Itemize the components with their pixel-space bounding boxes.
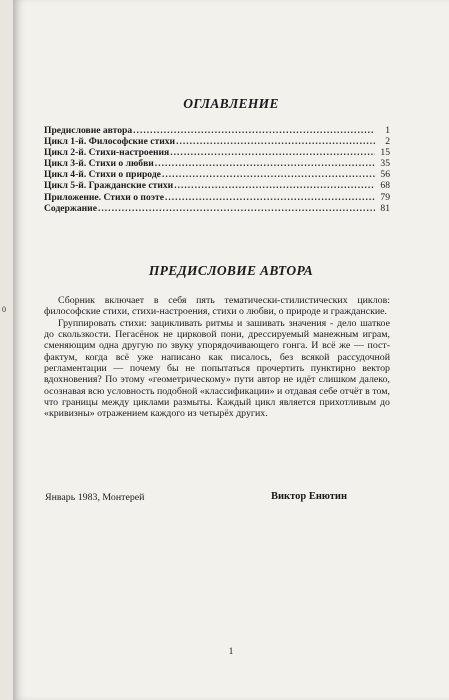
toc-entry-page: 15: [380, 147, 390, 159]
left-page-edge: [0, 0, 14, 700]
toc-entry: [44, 203, 390, 214]
book-page: [13, 0, 449, 700]
toc-entry-title: Содержание: [44, 202, 97, 214]
toc-entry: [44, 180, 390, 191]
toc-leader-dots: [176, 136, 375, 147]
toc-entry-title: Цикл 1-й. Философские стихи: [44, 136, 176, 148]
toc-entry-page: 79: [380, 191, 390, 203]
toc-entry: [44, 158, 390, 169]
toc-entry-page: 56: [380, 169, 390, 181]
toc-heading: ОГЛАВЛЕНИЕ: [183, 96, 279, 111]
toc-entry: [44, 169, 390, 180]
toc-leader-dots: [133, 125, 375, 136]
preface-paragraph: Группировать стихи: зацикливать ритмы и зашивать значения - дело шаткое до скользкости. Пегасёнок не цирковой пони, дрессируемый манежным играм, сменяющим одна другую по звуку упорядочивающего гонга. И всё же — пост-фактум, когда всё уже написано как писалось, без всякой рассудочной регламентации — почему бы не попытаться прочертить пунктирно вектор вдохновения? По этому «геометрическому» пути автор не идёт слишком далеко, осознавая всю условность подобной «классификации» и отдавая себе отчёт в том, что границы между циклами размыты. Каждый цикл является прихотливым до «кривизны» отражением каждого из четырёх других.: [44, 317, 390, 420]
toc-entry-title: Цикл 5-й. Гражданские стихи: [44, 180, 174, 192]
toc-entry-title: Цикл 4-й. Стихи о природе: [44, 169, 161, 181]
toc-entry: [44, 136, 390, 147]
toc-entry-page: 81: [380, 202, 390, 214]
toc-leader-dots: [170, 147, 375, 158]
toc-leader-dots: [165, 192, 375, 203]
margin-note: 0: [2, 305, 6, 314]
toc-entry-page: 2: [385, 136, 390, 148]
preface-body: [44, 295, 390, 420]
toc-entry-page: 35: [380, 158, 390, 170]
preface-author-signature: Виктор Енютин: [271, 491, 348, 502]
toc-entry-page: 68: [380, 180, 390, 192]
toc-leader-dots: [174, 180, 375, 191]
toc-entry: [44, 125, 390, 136]
toc-entry-title: Цикл 2-й. Стихи-настроения: [44, 147, 170, 159]
toc-entry-title: Предисловие автора: [44, 125, 133, 136]
toc-entry-page: 1: [385, 125, 390, 136]
preface-paragraph: Сборник включает в себя пять тематически-стилистических циклов: философские стихи, стихи-настроения, стихи о любви, о природе и гражданские.: [44, 295, 390, 318]
toc-entry: [44, 192, 390, 203]
toc-leader-dots: [98, 203, 375, 214]
toc-leader-dots: [155, 158, 375, 169]
toc-leader-dots: [162, 169, 375, 180]
toc-entry: [44, 147, 390, 158]
toc-entry-title: Цикл 3-й. Стихи о любви: [44, 158, 154, 170]
preface-date-place: Январь 1983, Монтерей: [45, 492, 145, 503]
table-of-contents: [44, 125, 390, 214]
preface-heading: ПРЕДИСЛОВИЕ АВТОРА: [148, 263, 314, 278]
page-number: 1: [228, 647, 234, 657]
toc-entry-title: Приложение. Стихи о поэте: [44, 191, 164, 203]
